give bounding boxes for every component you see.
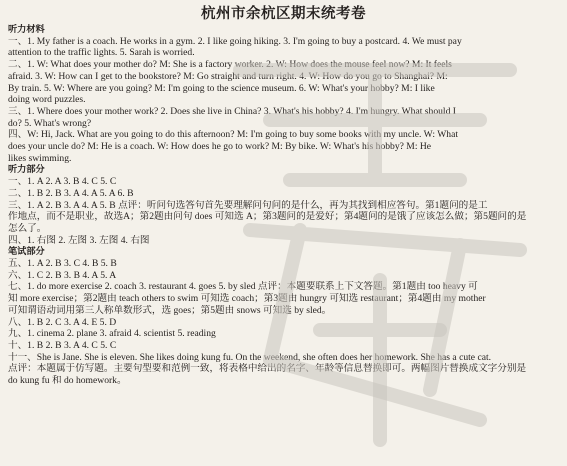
answer-line: 九、1. cinema 2. plane 3. afraid 4. scientist 5. reading xyxy=(8,328,216,340)
answer-line: 十一、She is Jane. She is eleven. She likes doing kung fu. On the weekend, she often does her homework. She has a cute cat. xyxy=(8,351,492,363)
answer-line: does your uncle do? M: He is a coach. W: How does he go to work? M: By bike. W: What's his hobby? M: He xyxy=(8,141,432,153)
section-heading: 听力材料 xyxy=(8,24,45,35)
answer-line: doing word puzzles. xyxy=(8,94,86,106)
answer-line: 知 more exercise；第2题由 teach others to swim 可知选 coach；第3题由 hungry 可知选 restaurant；第4题由 my mother xyxy=(8,293,486,305)
answer-line: attention to the traffic lights. 5. Sarah is worried. xyxy=(8,47,195,59)
answer-line: 七、1. do more exercise 2. coach 3. restaurant 4. goes 5. by sled 点评：本题要联系上下文答题。第1题由 too heavy 可 xyxy=(8,281,478,293)
answer-line: 怎么了。 xyxy=(8,222,47,234)
answer-line: 三、1. A 2. B 3. A 4. A 5. B 点评：听问句选答句首先要理解问句问的是什么，再为其找到相应答句。第1题问的是工 xyxy=(8,199,488,211)
answer-line: 五、1. A 2. B 3. C 4. B 5. B xyxy=(8,258,117,270)
answer-line: 二、1. B 2. B 3. A 4. A 5. A 6. B xyxy=(8,187,134,199)
answer-line: 十、1. B 2. B 3. A 4. C 5. C xyxy=(8,339,117,351)
answer-line: 可知谓语动词用第三人称单数形式，选 goes；第5题由 snows 可知选 by sled。 xyxy=(8,304,332,316)
answer-line: 四、1. 右图 2. 左图 3. 左图 4. 右图 xyxy=(8,234,150,246)
answer-line: do kung fu 和 do homework。 xyxy=(8,375,127,387)
answer-line: 四、W: Hi, Jack. What are you going to do this afternoon? M: I'm going to buy some books with my uncle. W: What xyxy=(8,129,458,141)
answer-line: afraid. 3. W: How can I get to the bookstore? M: Go straight and turn right. 4. W: How do you go to Shanghai? M: xyxy=(8,70,448,82)
answer-line: By train. 5. W: Where are you going? M: I'm going to the science museum. 6. W: What's your hobby? M: I like xyxy=(8,82,435,94)
answer-line: 作地点，而不是职业，故选A；第2题由问句 does 可知选 A；第3题问的是爱好；第4题问的是饿了应该怎么做；第5题问的是 xyxy=(8,211,527,223)
page-title: 杭州市余杭区期末统考卷 xyxy=(201,6,366,22)
answer-line: do? 5. What's wrong? xyxy=(8,117,92,129)
answer-line: 二、1. W: What does your mother do? M: She is a factory worker. 2. W: How does the mouse feel now? M: It feels xyxy=(8,59,452,71)
section-heading: 笔试部分 xyxy=(8,246,45,258)
answer-line: likes swimming. xyxy=(8,152,72,164)
answer-line: 八、1. B 2. C 3. A 4. E 5. D xyxy=(8,316,117,328)
answer-line: 一、1. A 2. A 3. B 4. C 5. C xyxy=(8,176,117,188)
answer-line: 六、1. C 2. B 3. B 4. A 5. A xyxy=(8,269,117,281)
answer-line: 点评：本题属于仿写题。主要句型要和范例一致，将表格中给出的名字、年龄等信息替换即可。两幅图片替换成文字分别是 xyxy=(8,363,527,375)
answer-line: 三、1. Where does your mother work? 2. Does she live in China? 3. What's his hobby? 4. I'm hungry. What should I xyxy=(8,105,456,117)
section-heading: 听力部分 xyxy=(8,164,45,176)
answer-line: 一、1. My father is a coach. He works in a gym. 2. I like going hiking. 3. I'm going to buy a postcard. 4. We must pay xyxy=(8,35,462,47)
answer-lines xyxy=(8,24,559,387)
